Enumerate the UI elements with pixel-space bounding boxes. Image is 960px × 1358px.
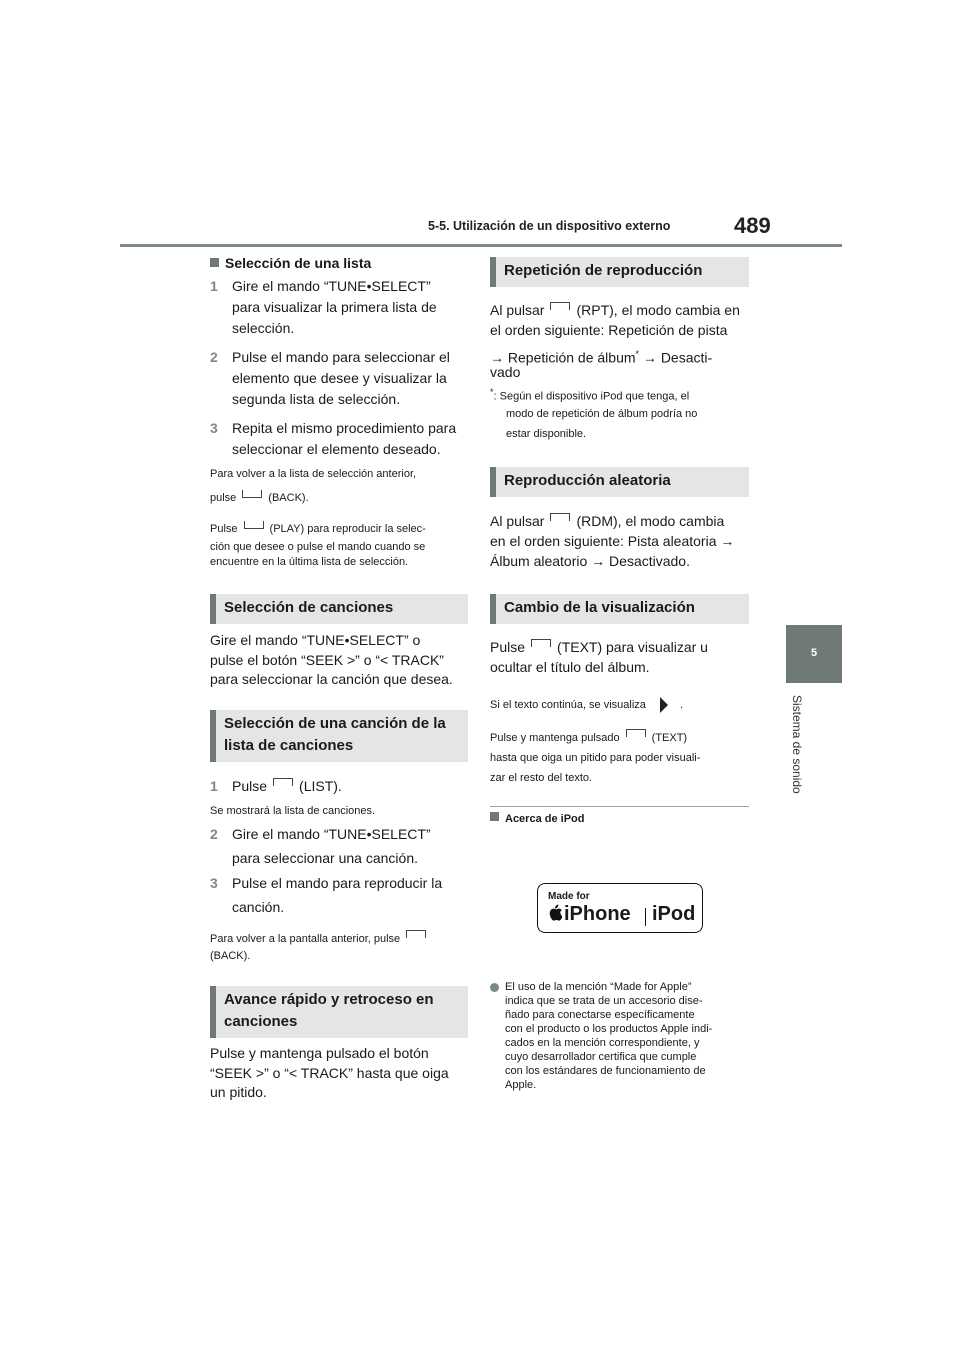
repeat-line-2: el orden siguiente: Repetición de pista — [490, 322, 728, 338]
songs-line-2: pulse el botón “SEEK >” o “< TRACK” — [210, 652, 444, 668]
square-bullet-icon — [210, 258, 219, 267]
section-repeat: Repetición de reproducción — [490, 257, 749, 287]
back-note-line-1: Para volver a la lista de selección anterior, — [210, 468, 417, 480]
avance-line-3: un pitido. — [210, 1084, 267, 1100]
back-note-line-2: pulse (BACK). — [210, 492, 309, 504]
text-line-2: ocultar el título del álbum. — [490, 659, 650, 675]
repeat-line-3: → Repetición de álbum* → Desacti- — [490, 349, 713, 366]
logo-divider — [645, 908, 646, 926]
hold-line-1: Pulse y mantenga pulsado (TEXT) — [490, 731, 687, 745]
text-button-icon — [531, 639, 551, 647]
divider — [490, 806, 749, 807]
continue-note: Si el texto continúa, se visualiza . — [490, 695, 683, 715]
repeat-line-1: Al pulsar (RPT), el modo cambia en — [490, 302, 740, 318]
list-heading: Selección de una lista — [210, 253, 371, 274]
list-step-1: 1 Gire el mando “TUNE•SELECT” para visualizar la primera lista de selección. — [210, 278, 437, 336]
section-shuffle: Reproducción aleatoria — [490, 467, 749, 497]
chapter-title-vertical — [790, 695, 804, 807]
footnote-line-2: modo de repetición de álbum podría no — [506, 408, 698, 420]
play-note-line-3: encuentre en la última lista de selección. — [210, 556, 409, 568]
avance-line-2: “SEEK >” o “< TRACK” hasta que oiga — [210, 1065, 449, 1081]
section-header: 5-5. Utilización de un dispositivo externo — [428, 219, 671, 233]
apple-note: El uso de la mención “Made for Apple” indica que se trata de un accesorio dise- ñado para conectarse específicamente con el producto o los productos Apple indi- cados en la mención correspondiente, y cuyo desarrollador certifica que cumple con los estándares de funcionamiento de Apple. — [490, 980, 752, 1092]
arrow-right-icon — [655, 695, 671, 715]
text-button-icon — [626, 729, 646, 737]
rpt-button-icon — [550, 302, 570, 310]
shuffle-line-2: en el orden siguiente: Pista aleatoria → — [490, 533, 735, 549]
avance-line-1: Pulse y mantenga pulsado el botón — [210, 1045, 429, 1061]
apple-logo-icon — [548, 904, 562, 921]
chapter-number: 5 — [810, 647, 818, 659]
back-button-icon — [406, 930, 426, 938]
prev-note-line-2: (BACK). — [210, 950, 251, 962]
list-song-step-3: 3 Pulse el mando para reproducir la canción. — [210, 875, 443, 915]
list-song-step-1: 1 Pulse (LIST). — [210, 778, 342, 794]
list-button-icon — [273, 778, 293, 786]
section-display-change: Cambio de la visualización — [490, 594, 749, 624]
circle-bullet-icon — [490, 983, 499, 992]
list-song-step-2: 2 Gire el mando “TUNE•SELECT” para seleccionar una canción. — [210, 826, 431, 866]
text-line-1: Pulse (TEXT) para visualizar u — [490, 639, 708, 655]
section-song-from-list: Selección de una canción de la lista de canciones — [210, 710, 468, 762]
shuffle-line-1: Al pulsar (RDM), el modo cambia — [490, 513, 725, 529]
prev-note-line-1: Para volver a la pantalla anterior, pulse — [210, 932, 432, 946]
section-fast-forward: Avance rápido y retroceso en canciones — [210, 986, 468, 1038]
chapter-tab — [786, 625, 842, 683]
section-song-selection: Selección de canciones — [210, 594, 468, 624]
square-bullet-icon — [490, 812, 499, 821]
hold-line-2: hasta que oiga un pitido para poder visuali- — [490, 752, 701, 764]
rdm-button-icon — [550, 513, 570, 521]
footnote-line-1: *: Según el dispositivo iPod que tenga, el — [490, 387, 690, 403]
play-button-icon — [244, 521, 264, 529]
list-step-3: 3 Repita el mismo procedimiento para seleccionar el elemento deseado. — [210, 420, 457, 457]
back-button-icon — [242, 490, 262, 498]
play-note-line-1: Pulse (PLAY) para reproducir la selec- — [210, 523, 426, 535]
list-note: Se mostrará la lista de canciones. — [210, 805, 376, 817]
songs-line-1: Gire el mando “TUNE•SELECT” o — [210, 632, 421, 648]
shuffle-line-3: Álbum aleatorio → Desactivado. — [490, 553, 690, 569]
hold-line-3: zar el resto del texto. — [490, 772, 593, 784]
made-for-iphone-ipod-logo: Made for iPhone iPod — [537, 883, 703, 933]
repeat-line-4: vado — [490, 364, 521, 380]
list-step-2: 2 Pulse el mando para seleccionar el elemento que desee y visualizar la segunda lista de selección. — [210, 349, 450, 407]
header-rule — [120, 244, 842, 247]
ipod-heading: Acerca de iPod — [490, 812, 584, 826]
footnote-line-3: estar disponible. — [506, 428, 587, 440]
songs-line-3: para seleccionar la canción que desea. — [210, 671, 453, 687]
play-note-line-2: ción que desee o pulse el mando cuando se — [210, 541, 426, 553]
page-number: 489 — [734, 213, 771, 238]
chapter-title: Sistema de sonido — [790, 695, 804, 794]
